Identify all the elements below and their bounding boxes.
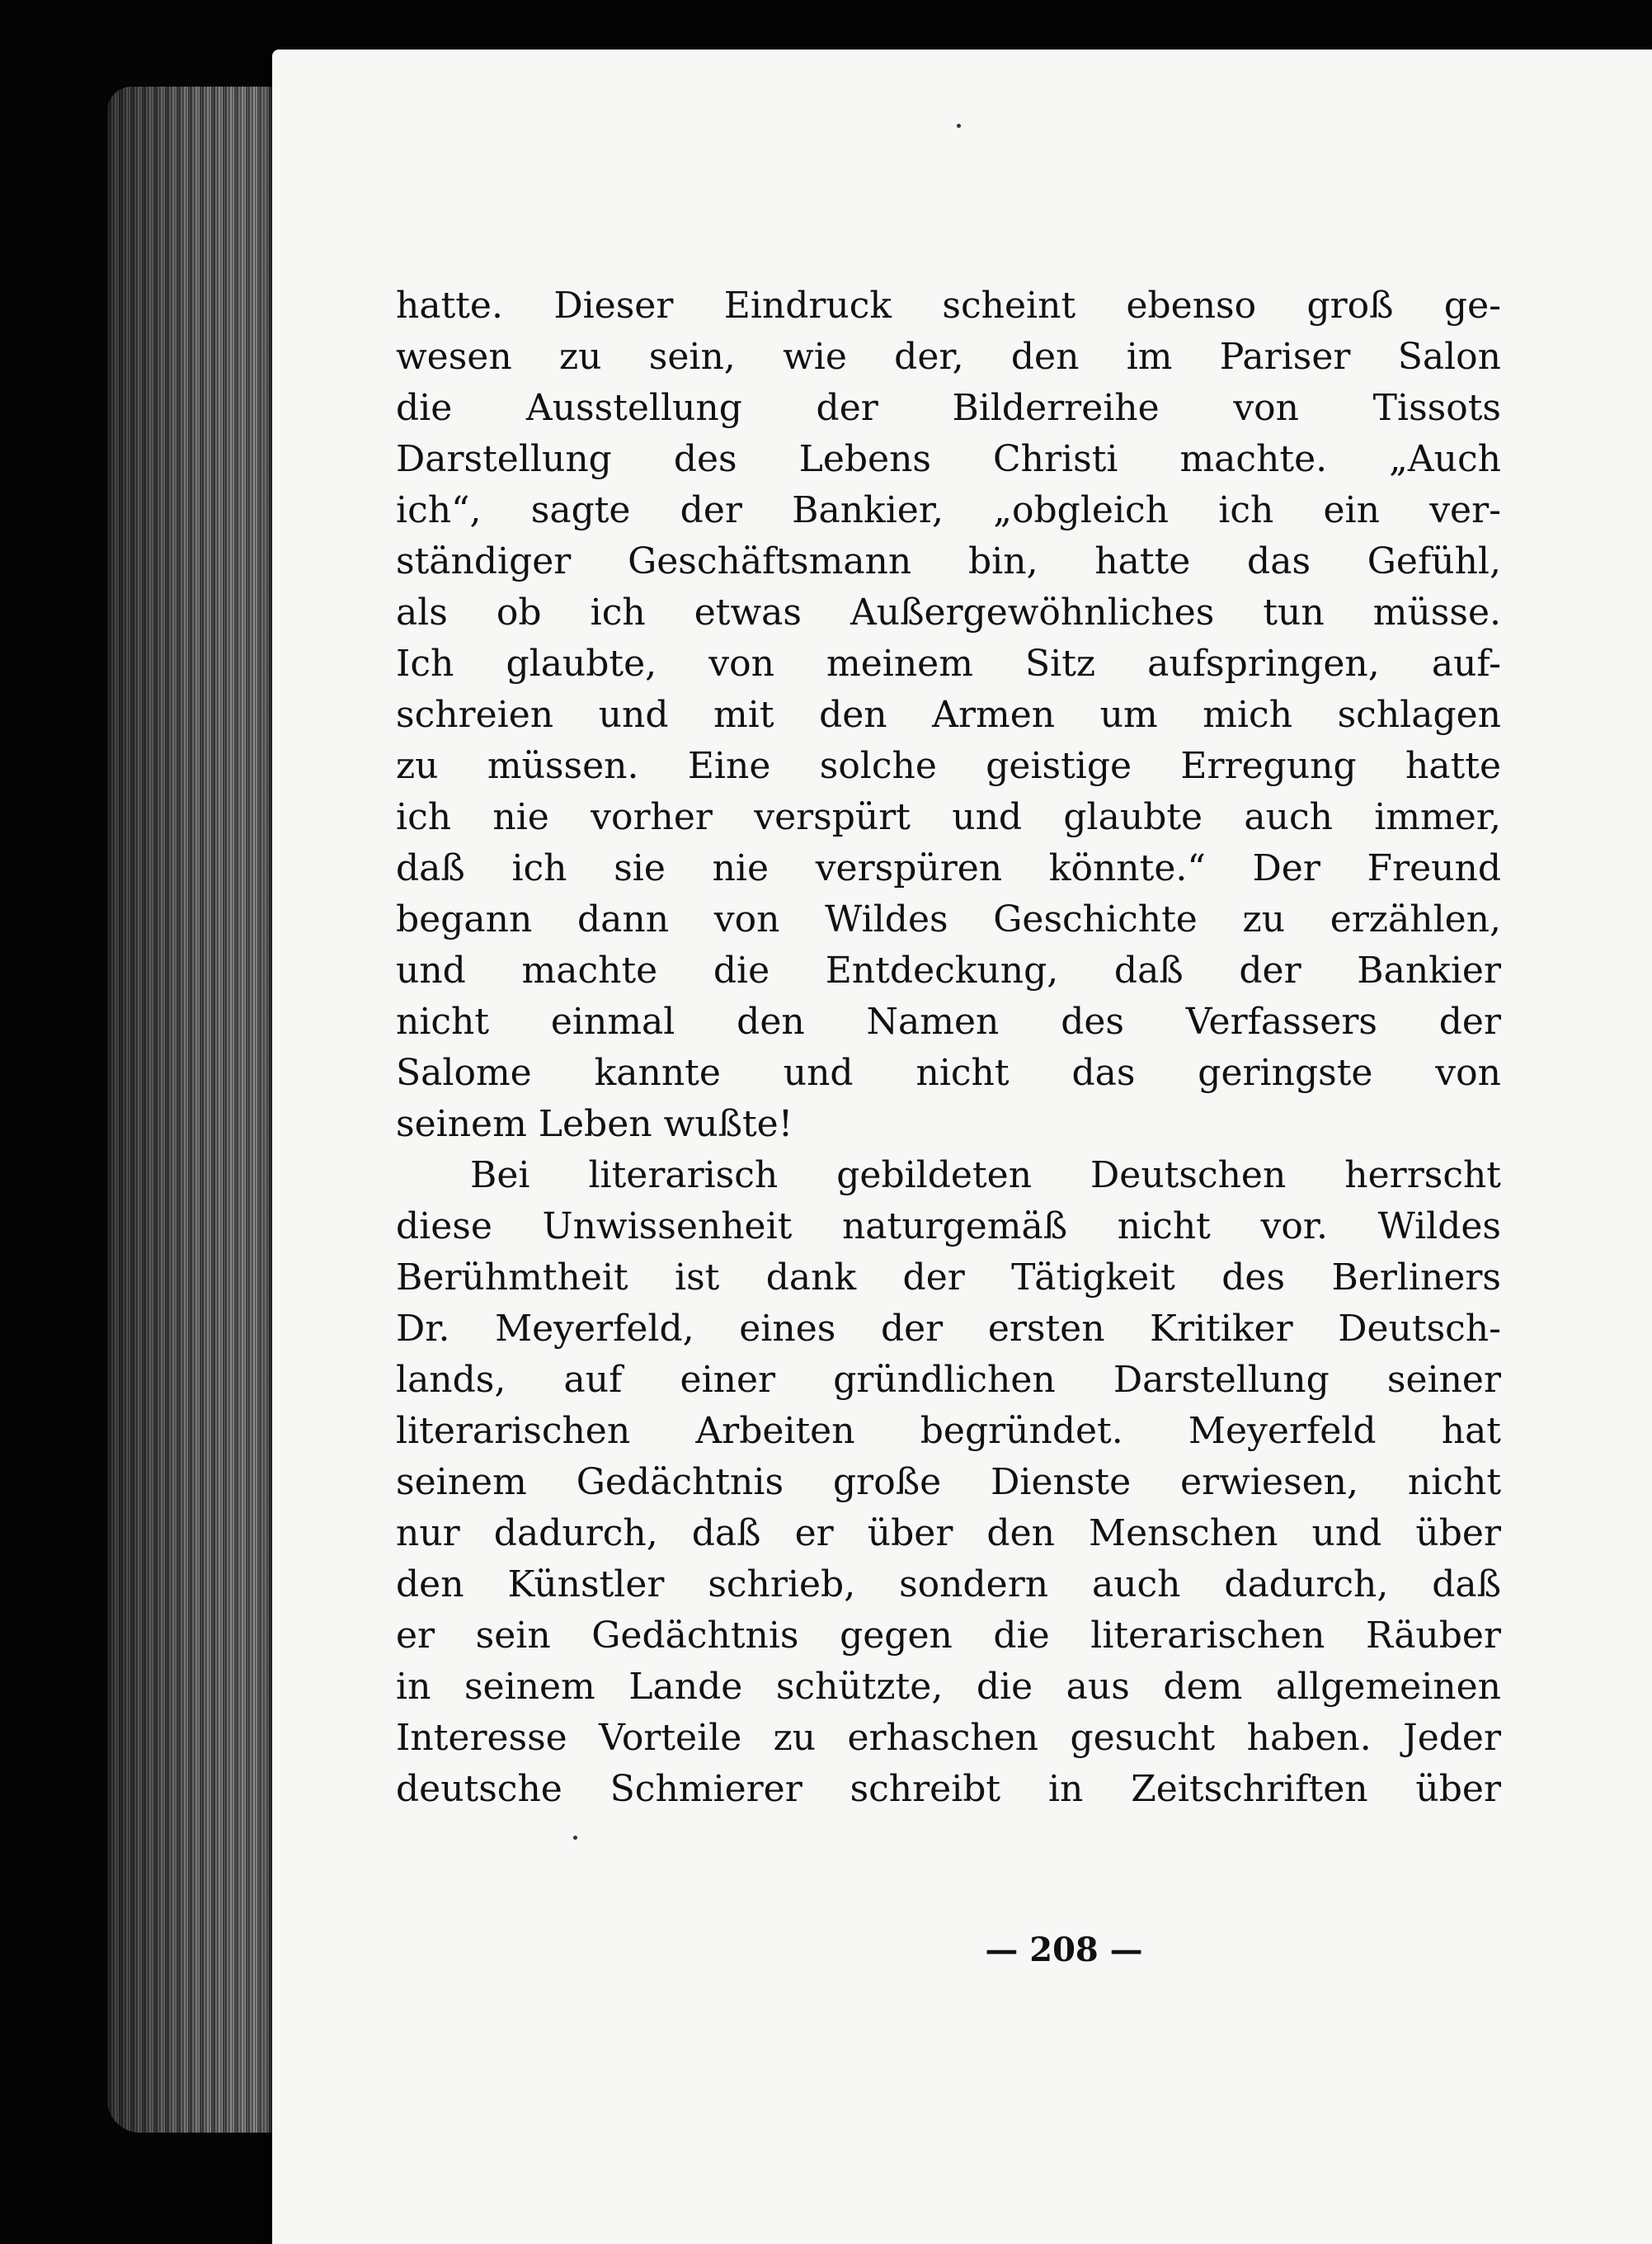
text-line: ich“, sagte der Bankier, „obgleich ich ein ver- — [396, 489, 1501, 531]
text-line: lands, auf einer gründlichen Darstellung seiner — [396, 1359, 1501, 1401]
text-line: literarischen Arbeiten begründet. Meyerfeld hat — [396, 1410, 1501, 1452]
text-line: Berühmtheit ist dank der Tätigkeit des Berliners — [396, 1256, 1501, 1299]
text-line: nicht einmal den Namen des Verfassers der — [396, 1001, 1501, 1043]
text-line: schreien und mit den Armen um mich schlagen — [396, 694, 1501, 736]
text-line: wesen zu sein, wie der, den im Pariser Salon — [396, 336, 1501, 378]
text-line: Dr. Meyerfeld, eines der ersten Kritiker Deutsch- — [396, 1308, 1501, 1350]
paragraph-start-line: Bei literarisch gebildeten Deutschen herrscht — [470, 1154, 1501, 1196]
text-line: begann dann von Wildes Geschichte zu erzählen, — [396, 898, 1501, 940]
text-line: nur dadurch, daß er über den Menschen und über — [396, 1512, 1501, 1554]
text-line: ich nie vorher verspürt und glaubte auch immer, — [396, 796, 1501, 838]
text-line: seinem Gedächtnis große Dienste erwiesen, nicht — [396, 1461, 1501, 1503]
body-text — [396, 280, 1501, 1815]
page-number: — 208 — — [985, 1930, 1143, 1969]
text-line: zu müssen. Eine solche geistige Erregung hatte — [396, 745, 1501, 787]
text-line: und machte die Entdeckung, daß der Bankier — [396, 950, 1501, 992]
text-line: den Künstler schrieb, sondern auch dadurch, daß — [396, 1563, 1501, 1605]
text-line: Ich glaubte, von meinem Sitz aufspringen, auf- — [396, 643, 1501, 685]
text-line: die Ausstellung der Bilderreihe von Tissots — [396, 387, 1501, 429]
text-line: er sein Gedächtnis gegen die literarischen Räuber — [396, 1615, 1501, 1657]
text-line: hatte. Dieser Eindruck scheint ebenso groß ge- — [396, 285, 1501, 327]
text-line: Darstellung des Lebens Christi machte. „Auch — [396, 438, 1501, 480]
text-line: Salome kannte und nicht das geringste von — [396, 1052, 1501, 1094]
scan-speck — [573, 1836, 577, 1840]
scan-speck — [957, 124, 961, 128]
text-line: daß ich sie nie verspüren könnte.“ Der Freund — [396, 847, 1501, 889]
text-line: als ob ich etwas Außergewöhnliches tun müsse. — [396, 592, 1501, 634]
text-line: ständiger Geschäftsmann bin, hatte das Gefühl, — [396, 540, 1501, 582]
text-line: seinem Leben wußte! — [396, 1103, 793, 1145]
text-line: diese Unwissenheit naturgemäß nicht vor. Wildes — [396, 1205, 1501, 1247]
text-line: in seinem Lande schützte, die aus dem allgemeinen — [396, 1666, 1501, 1708]
text-line: Interesse Vorteile zu erhaschen gesucht haben. Jeder — [396, 1717, 1501, 1759]
text-line: deutsche Schmierer schreibt in Zeitschriften über — [396, 1768, 1501, 1810]
